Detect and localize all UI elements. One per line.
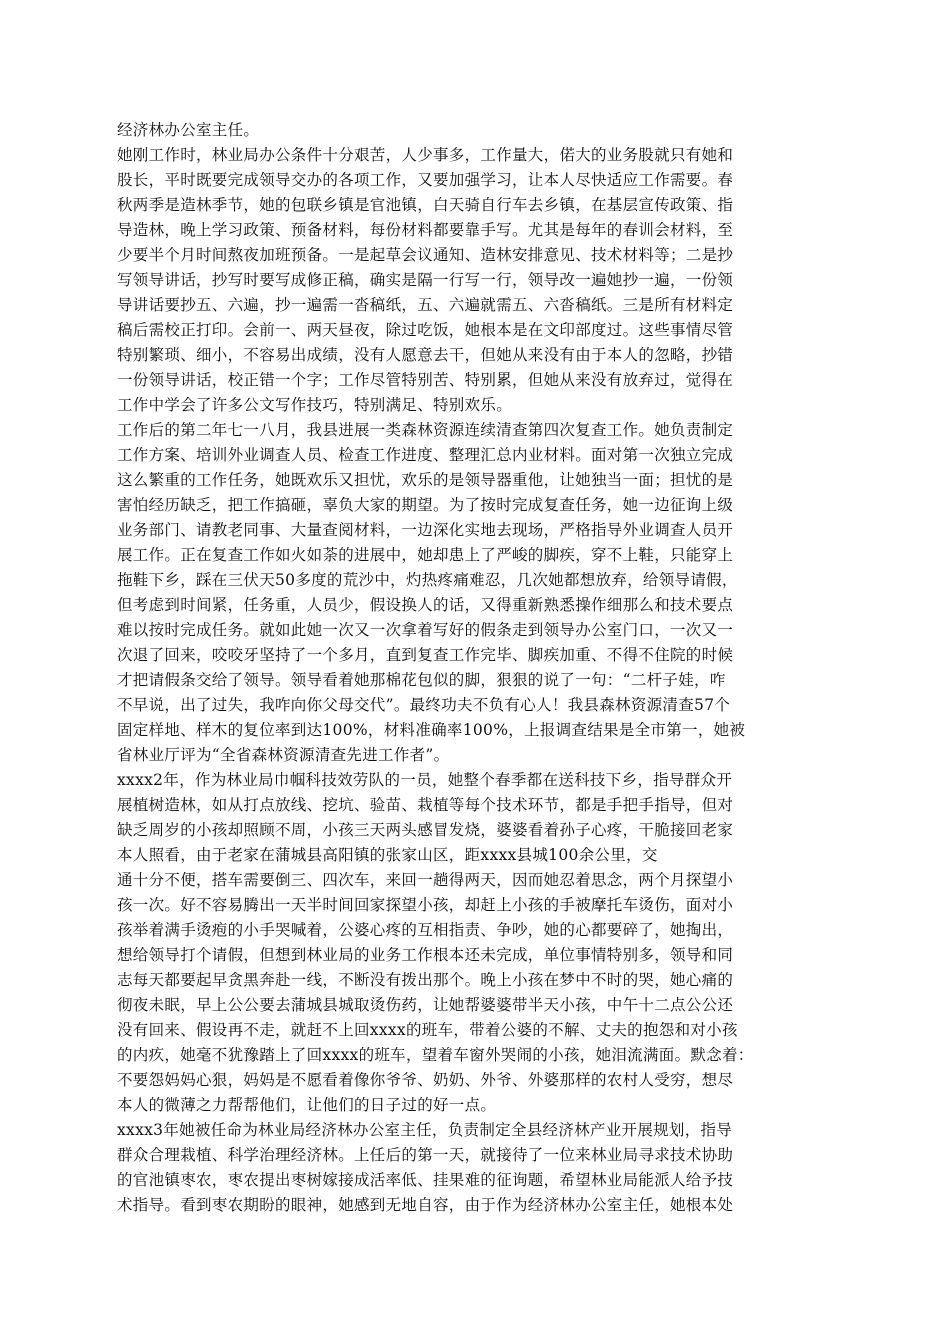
text-line: 展工作。正在复查工作如火如荼的进展中，她却患上了严峻的脚疾，穿不上鞋，只能穿上 xyxy=(117,546,734,564)
text-line: 固定样地、样木的复位率到达100%，材料准确率100%，上报调查结果是全市第一，她被 xyxy=(117,721,746,739)
text-line: 秋两季是造林季节，她的包联乡镇是官池镇，白天骑自行车去乡镇，在基层宣传政策、指 xyxy=(117,196,734,214)
text-line: xxxx3年她被任命为林业局经济林办公室主任，负责制定全县经济林产业开展规划，指导 xyxy=(117,1121,733,1139)
text-line: 省林业厅评为“全省森林资源清查先进工作者”。 xyxy=(117,746,450,764)
text-line: 本人照看，由于老家在蒲城县高阳镇的张家山区，距xxxx县城100余公里，交 xyxy=(117,846,658,864)
text-line: 害怕经历缺乏，把工作搞砸，辜负大家的期望。为了按时完成复查任务，她一边征询上级 xyxy=(117,496,734,514)
text-line: 导讲话要抄五、六遍，抄一遍需一沓稿纸，五、六遍就需五、六沓稿纸。三是所有材料定 xyxy=(117,296,734,314)
text-line: 稿后需校正打印。会前一、两天昼夜，除过吃饭，她根本是在文印部度过。这些事情尽管 xyxy=(117,321,734,339)
text-line: 不早说，出了过失，我咋向你父母交代”。最终功夫不负有心人！我县森林资源清查57个 xyxy=(117,696,731,714)
text-line: 的内疚，她毫不犹豫踏上了回xxxx的班车，望着车窗外哭闹的小孩，她泪流满面。默念着： xyxy=(117,1046,754,1064)
text-line: 工作后的第二年七一八月，我县进展一类森林资源连续清查第四次复查工作。她负责制定 xyxy=(117,421,734,439)
text-line: 写领导讲话，抄写时要写成修正稿，确实是隔一行写一行，领导改一遍她抄一遍，一份领 xyxy=(117,271,734,289)
text-line: 股长，平时既要完成领导交办的各项工作，又要加强学习，让本人尽快适应工作需要。春 xyxy=(117,171,734,189)
text-line: 导造林，晚上学习政策、预备材料，每份材料都要靠手写。尤其是每年的春训会材料，至 xyxy=(117,221,734,239)
text-line: 难以按时完成任务。就如此她一次又一次拿着写好的假条走到领导办公室门口，一次又一 xyxy=(117,621,734,639)
text-line: 工作方案、培训外业调查人员、检查工作进度、整理汇总内业材料。面对第一次独立完成 xyxy=(117,446,734,464)
text-line: 这么繁重的工作任务，她既欢乐又担忧，欢乐的是领导器重他，让她独当一面；担忧的是 xyxy=(117,471,734,489)
text-line: 工作中学会了许多公文写作技巧，特别满足、特别欢乐。 xyxy=(117,396,513,414)
text-line: 少要半个月时间熬夜加班预备。一是起草会议通知、造林安排意见、技术材料等；二是抄 xyxy=(117,246,734,264)
text-line: 业务部门、请教老同事、大量查阅材料，一边深化实地去现场，严格指导外业调查人员开 xyxy=(117,521,734,539)
text-line: 孩一次。好不容易腾出一天半时间回家探望小孩，却赶上小孩的手被摩托车烫伤，面对小 xyxy=(117,896,734,914)
text-line: 的官池镇枣农，枣农提出枣树嫁接成活率低、挂果难的征询题，希望林业局能派人给予技 xyxy=(117,1171,734,1189)
text-line: 但考虑到时间紧，任务重，人员少，假设换人的话，又得重新熟悉操作细那么和技术要点 xyxy=(117,596,734,614)
text-line: 没有回来、假设再不走，就赶不上回xxxx的班车，带着公婆的不解、丈夫的抱怨和对小孩 xyxy=(117,1021,738,1039)
text-line: 彻夜未眠，早上公公要去蒲城县城取烫伤药，让她帮婆婆带半天小孩，中午十二点公公还 xyxy=(117,996,734,1014)
text-line: 志每天都要起早贪黑奔赴一线，不断没有拨出那个。晚上小孩在梦中不时的哭，她心痛的 xyxy=(117,971,734,989)
text-line: 通十分不便，搭车需要倒三、四次车，来回一趟得两天，因而她忍着思念，两个月探望小 xyxy=(117,871,734,889)
text-line: 拖鞋下乡，踩在三伏天50多度的荒沙中，灼热疼痛难忍，几次她都想放弃，给领导请假， xyxy=(117,571,738,589)
text-line: 经济林办公室主任。 xyxy=(117,121,260,139)
text-line: 不要怨妈妈心狠，妈妈是不愿看着像你爷爷、奶奶、外爷、外婆那样的农村人受穷，想尽 xyxy=(117,1071,734,1089)
text-line: 次退了回来，咬咬牙坚持了一个多月，直到复查工作完毕、脚疾加重、不得不住院的时候 xyxy=(117,646,734,664)
text-line: 展植树造林，如从打点放线、挖坑、验苗、栽植等每个技术环节，都是手把手指导，但对 xyxy=(117,796,734,814)
text-line: 才把请假条交给了领导。领导看着她那棉花包似的脚，狠狠的说了一句：“二杆子娃，咋 xyxy=(117,671,726,689)
text-line: 术指导。看到枣农期盼的眼神，她感到无地自容，由于作为经济林办公室主任，她根本处 xyxy=(117,1196,734,1214)
text-line: 缺乏周岁的小孩却照顾不周，小孩三天两头感冒发烧，婆婆看着孙子心疼，干脆接回老家 xyxy=(117,821,734,839)
text-line: 想给领导打个请假，但想到林业局的业务工作根本还未完成，单位事情特别多，领导和同 xyxy=(117,946,734,964)
text-line: 本人的微薄之力帮帮他们，让他们的日子过的好一点。 xyxy=(117,1096,497,1114)
text-line: 她刚工作时，林业局办公条件十分艰苦，人少事多，工作量大，偌大的业务股就只有她和 xyxy=(117,146,734,164)
text-line: xxxx2年，作为林业局巾帼科技效劳队的一员，她整个春季都在送科技下乡，指导群众开 xyxy=(117,771,733,789)
text-line: 一份领导讲话，校正错一个字；工作尽管特别苦、特别累，但她从来没有放弃过，觉得在 xyxy=(117,371,734,389)
text-line: 特别繁琐、细小，不容易出成绩，没有人愿意去干，但她从来没有由于本人的忽略，抄错 xyxy=(117,346,734,364)
text-line: 群众合理栽植、科学治理经济林。上任后的第一天，就接待了一位来林业局寻求技术协助 xyxy=(117,1146,734,1164)
document-page xyxy=(117,118,831,1218)
text-line: 孩举着满手烫疱的小手哭喊着，公婆心疼的互相指责、争吵，她的心都要碎了，她掏出， xyxy=(117,921,734,939)
